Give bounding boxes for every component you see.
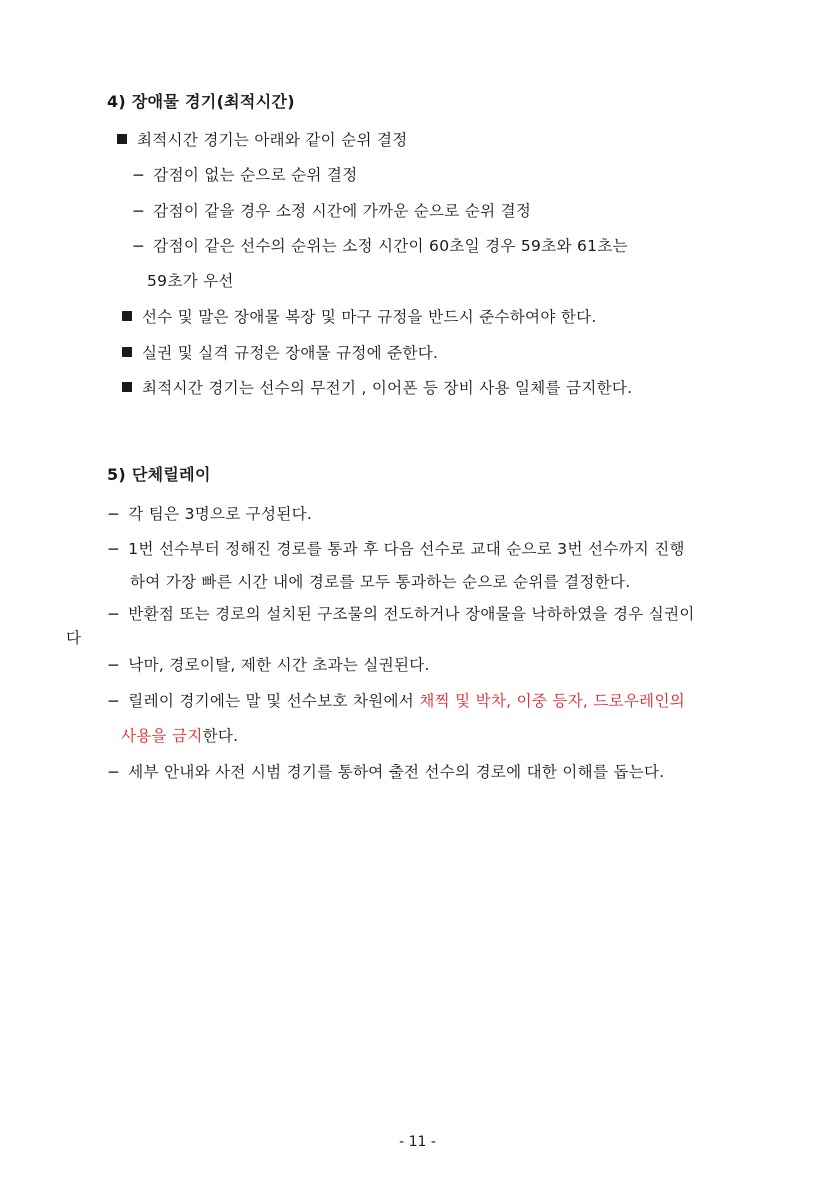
list-item: − 감점이 없는 순으로 순위 결정	[132, 166, 358, 184]
list-item: 실권 및 실격 규정은 장애물 규정에 준한다.	[122, 343, 438, 363]
section-4-heading: 4) 장애물 경기(최적시간)	[107, 92, 295, 111]
list-item: − 낙마, 경로이탈, 제한 시간 초과는 실권된다.	[107, 656, 430, 674]
list-item: − 릴레이 경기에는 말 및 선수보호 차원에서 채찍 및 박차, 이중 등자, 드로우레인의	[107, 692, 685, 710]
dash-bullet: −	[132, 202, 146, 220]
section-5-heading: 5) 단체릴레이	[107, 465, 211, 484]
list-item: − 감점이 같을 경우 소정 시간에 가까운 순으로 순위 결정	[132, 202, 532, 220]
page-number: - 11 -	[399, 1134, 436, 1150]
emphasis-text: 채찍 및 박차, 이중 등자, 드로우레인의	[419, 692, 685, 710]
list-item: − 1번 선수부터 정해진 경로를 통과 후 다음 선수로 교대 순으로 3번 선수까지 진행	[107, 540, 685, 558]
square-bullet-icon	[117, 134, 127, 144]
emphasis-text: 사용을 금지	[121, 727, 203, 745]
list-item-continuation: 사용을 금지한다.	[121, 727, 239, 745]
dash-bullet: −	[107, 763, 121, 781]
dash-bullet: −	[132, 166, 146, 184]
dash-bullet: −	[107, 656, 121, 674]
dash-bullet: −	[107, 692, 121, 710]
list-item: 최적시간 경기는 아래와 같이 순위 결정	[117, 130, 408, 150]
dash-bullet: −	[132, 237, 146, 255]
list-item: 최적시간 경기는 선수의 무전기 , 이어폰 등 장비 사용 일체를 금지한다.	[122, 378, 632, 398]
dash-bullet: −	[107, 540, 121, 558]
list-item: − 반환점 또는 경로의 설치된 구조물의 전도하거나 장애물을 낙하하였을 경우 실권이	[107, 605, 695, 623]
square-bullet-icon	[122, 347, 132, 357]
list-item: − 감점이 같은 선수의 순위는 소정 시간이 60초일 경우 59초와 61초는	[132, 237, 628, 255]
dash-bullet: −	[107, 505, 121, 523]
list-item-continuation: 59초가 우선	[147, 272, 234, 290]
square-bullet-icon	[122, 382, 132, 392]
list-item: − 각 팀은 3명으로 구성된다.	[107, 505, 313, 523]
list-item: − 세부 안내와 사전 시범 경기를 통하여 출전 선수의 경로에 대한 이해를 돕는다.	[107, 763, 665, 781]
list-item-continuation: 하여 가장 빠른 시간 내에 경로를 모두 통과하는 순으로 순위를 결정한다.	[130, 573, 631, 591]
list-item: 선수 및 말은 장애물 복장 및 마구 규정을 반드시 준수하여야 한다.	[122, 307, 597, 327]
list-item-wrap: 다	[66, 629, 82, 647]
square-bullet-icon	[122, 311, 132, 321]
dash-bullet: −	[107, 605, 121, 623]
